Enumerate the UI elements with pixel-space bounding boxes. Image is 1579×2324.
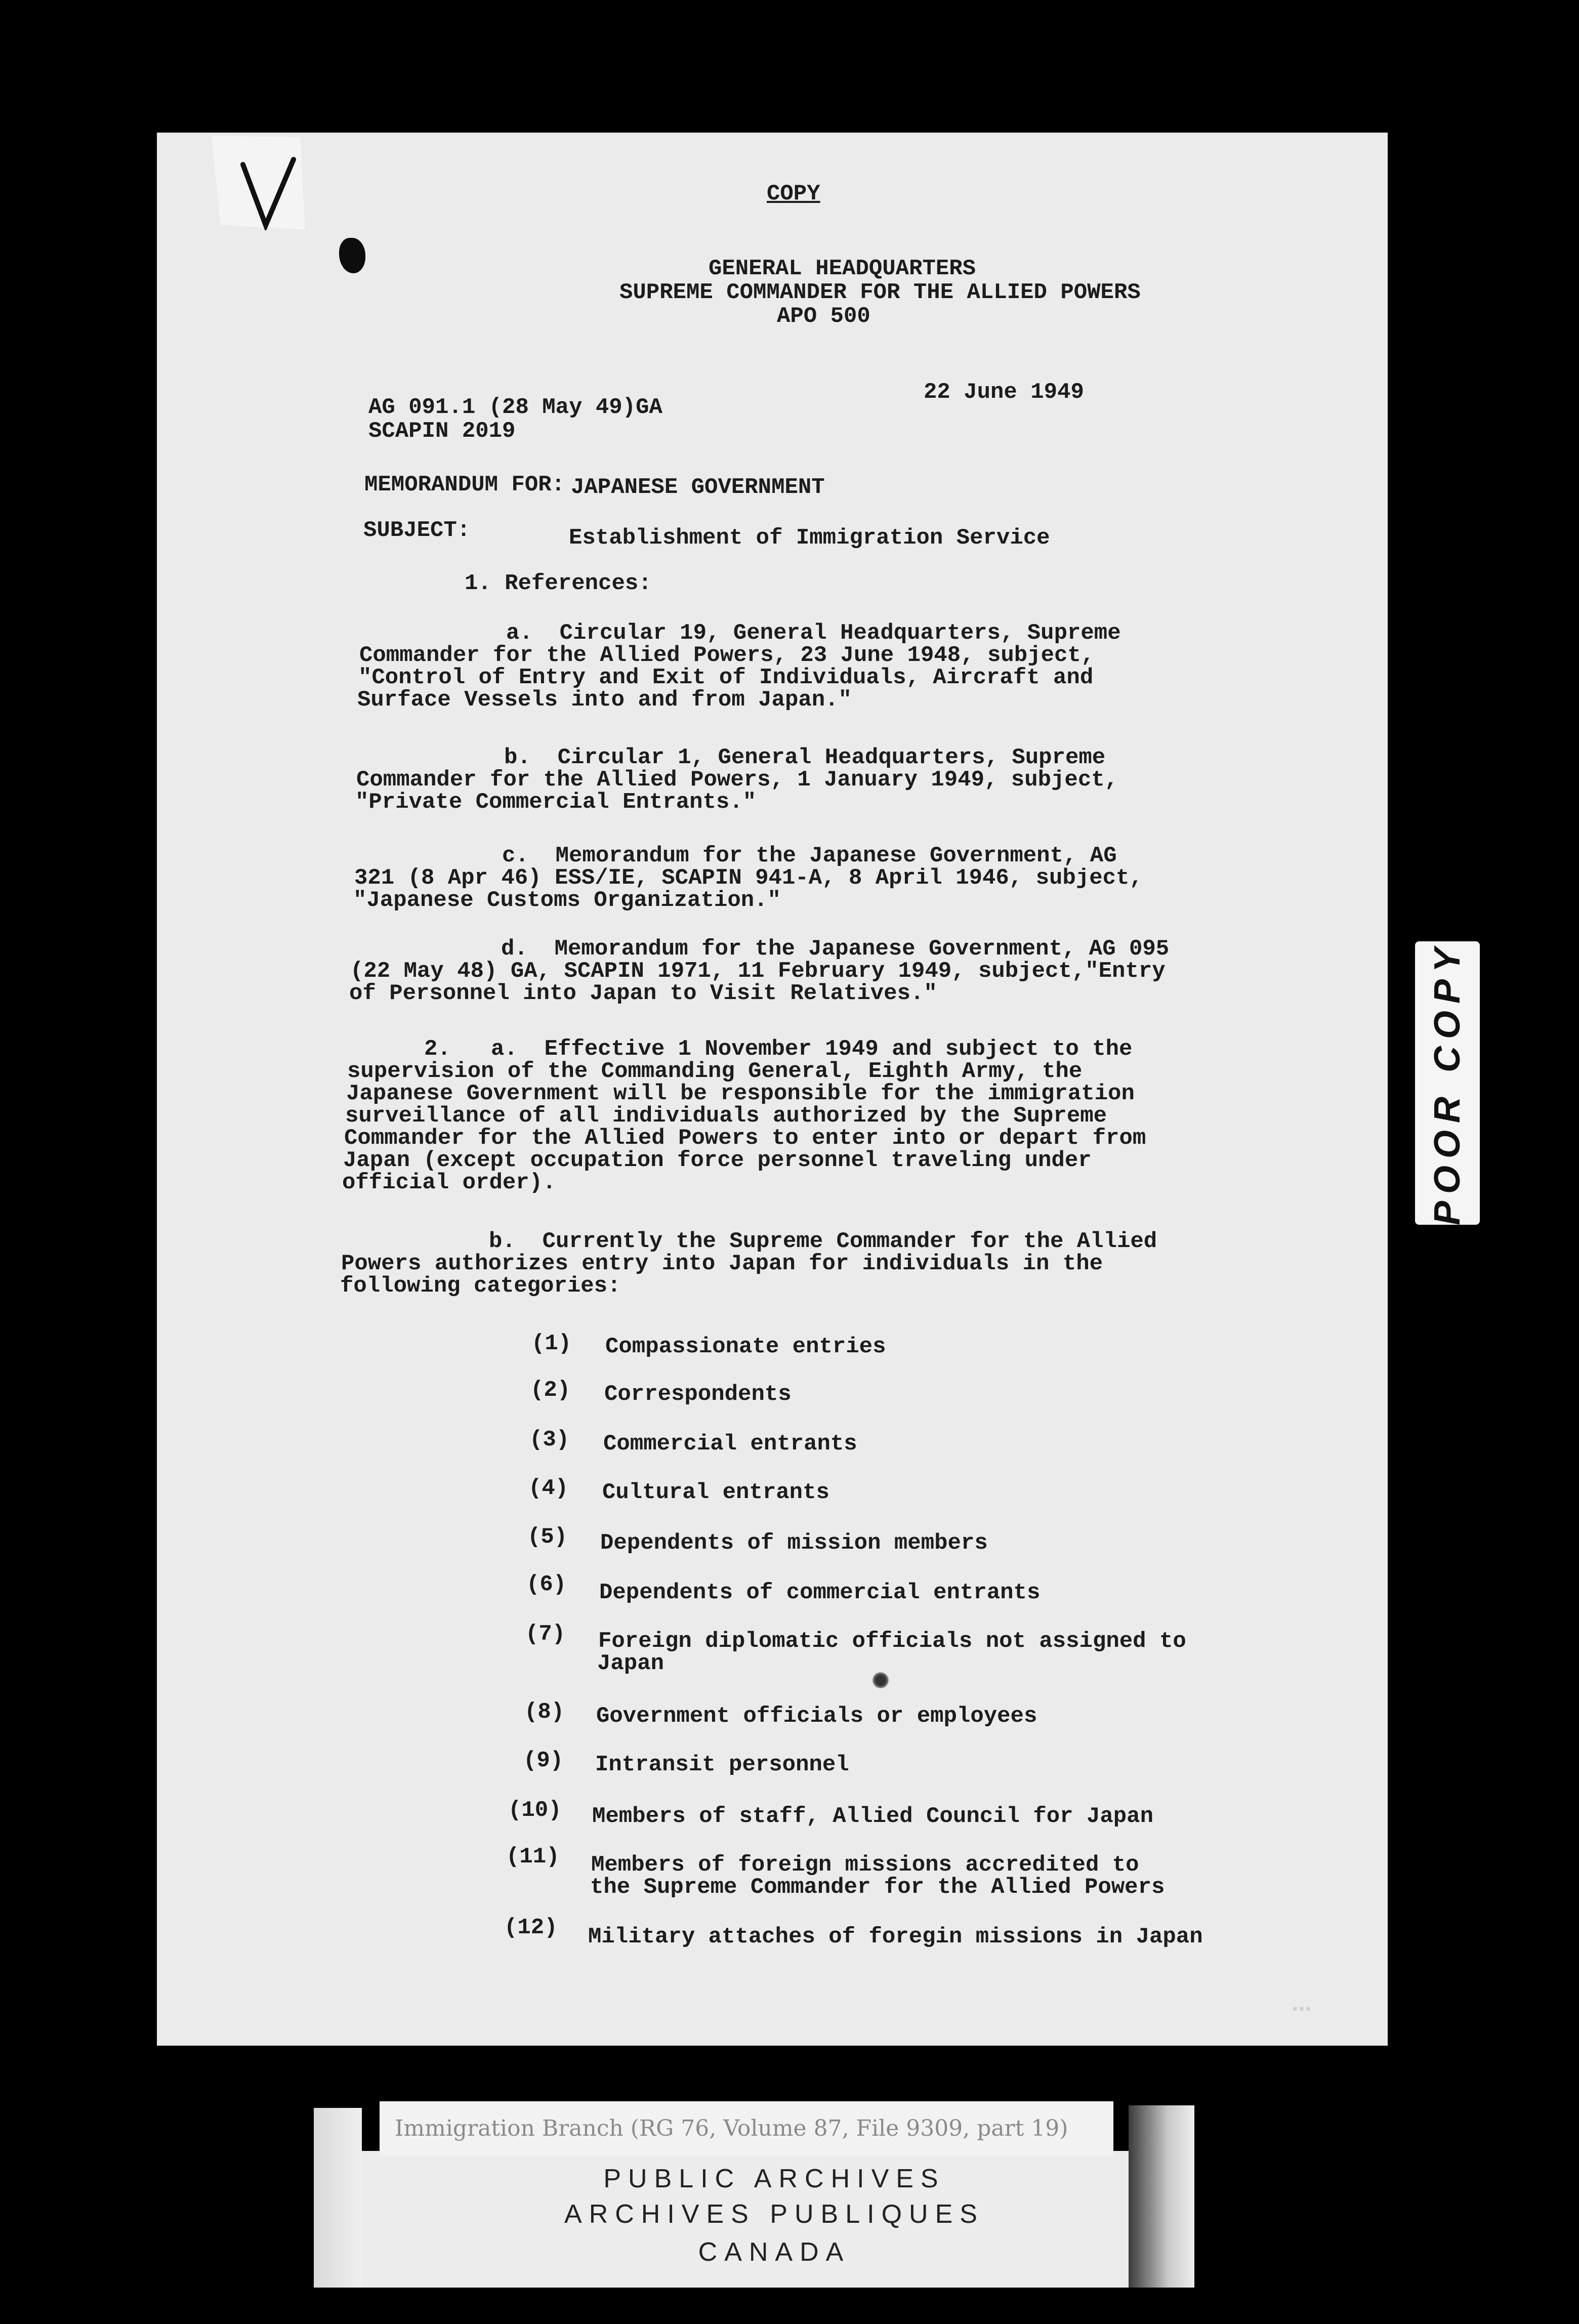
ref-b-line-2: Commander for the Allied Powers, 1 January 1949, subject, <box>356 767 1118 793</box>
poor-copy-stamp <box>1415 941 1480 1225</box>
continuation-dots: ... <box>1292 1989 1312 2016</box>
ref-a-line-1: a. Circular 19, General Headquarters, Supreme <box>506 620 1121 646</box>
header-line-1: GENERAL HEADQUARTERS <box>709 256 976 281</box>
memorandum-for-value: JAPANESE GOVERNMENT <box>571 475 825 500</box>
archive-line-3: CANADA <box>698 2237 851 2267</box>
ref-a-line-3: "Control of Entry and Exit of Individuals, Aircraft and <box>358 665 1094 690</box>
category-1-num: (1) <box>531 1331 572 1356</box>
subject-value: Establishment of Immigration Service <box>569 525 1050 551</box>
category-7-num: (7) <box>525 1622 566 1647</box>
category-12-num: (12) <box>504 1915 558 1940</box>
ref-c-line-3: "Japanese Customs Organization." <box>353 888 781 913</box>
category-5-text: Dependents of mission members <box>600 1530 988 1556</box>
category-2-text: Correspondents <box>604 1382 792 1407</box>
para-2b-line-2: Powers authorizes entry into Japan for individuals in the <box>341 1251 1103 1276</box>
category-1-text: Compassionate entries <box>605 1334 886 1359</box>
memo-date: 22 June 1949 <box>924 380 1084 405</box>
ref-d-line-2: (22 May 48) GA, SCAPIN 1971, 11 February 1949, subject,"Entry <box>350 959 1166 984</box>
ref-d-line-3: of Personnel into Japan to Visit Relatives." <box>349 981 937 1006</box>
ref-a-line-4: Surface Vessels into and from Japan." <box>357 687 852 713</box>
category-8-text: Government officials or employees <box>596 1704 1037 1729</box>
category-8-num: (8) <box>524 1699 565 1725</box>
ink-smudge <box>871 1672 890 1688</box>
ref-line-2: SCAPIN 2019 <box>368 419 516 444</box>
para-2a-line-4: surveillance of all individuals authorized by the Supreme <box>345 1103 1107 1129</box>
subject-label: SUBJECT: <box>363 518 471 543</box>
para-2a-line-6: Japan (except occupation force personnel traveling under <box>343 1148 1092 1173</box>
check-mark-icon <box>238 154 299 230</box>
category-3-num: (3) <box>529 1427 570 1452</box>
para-2a-line-2: supervision of the Commanding General, Eighth Army, the <box>347 1059 1083 1084</box>
archive-source-strip <box>380 2101 1113 2156</box>
category-5-num: (5) <box>527 1524 568 1550</box>
poor-copy-text: POOR COPY <box>1427 940 1468 1226</box>
category-2-num: (2) <box>530 1378 571 1403</box>
section-1-title: 1. References: <box>465 571 652 596</box>
para-2a-line-1: 2. a. Effective 1 November 1949 and subject to the <box>424 1036 1133 1062</box>
category-10-text: Members of staff, Allied Council for Japan <box>592 1804 1153 1829</box>
category-12-text: Military attaches of foregin missions in Japan <box>588 1924 1203 1949</box>
header-line-3: APO 500 <box>777 304 870 329</box>
category-3-text: Commercial entrants <box>603 1431 857 1457</box>
ref-b-line-1: b. Circular 1, General Headquarters, Supreme <box>504 745 1106 770</box>
category-6-text: Dependents of commercial entrants <box>599 1580 1041 1605</box>
archive-line-1: PUBLIC ARCHIVES <box>603 2164 945 2193</box>
para-2a-line-3: Japanese Government will be responsible for the immigration <box>346 1081 1135 1106</box>
archive-source-text: Immigration Branch (RG 76, Volume 87, File 9309, part 19) <box>395 2115 1068 2141</box>
para-2a-line-7: official order). <box>342 1170 556 1195</box>
ref-d-line-1: d. Memorandum for the Japanese Government, AG 095 <box>501 936 1170 962</box>
ref-b-line-3: "Private Commercial Entrants." <box>355 790 757 815</box>
category-10-num: (10) <box>508 1798 562 1823</box>
category-11-num: (11) <box>506 1844 560 1870</box>
ref-line-1: AG 091.1 (28 May 49)GA <box>368 395 662 420</box>
ref-c-line-2: 321 (8 Apr 46) ESS/IE, SCAPIN 941-A, 8 April 1946, subject, <box>354 865 1143 891</box>
category-7-text-2: Japan <box>597 1651 664 1676</box>
copy-label: COPY <box>767 181 820 206</box>
para-2a-line-5: Commander for the Allied Powers to enter into or depart from <box>344 1126 1146 1151</box>
para-2b-line-1: b. Currently the Supreme Commander for the Allied <box>489 1229 1157 1254</box>
category-11-text-2: the Supreme Commander for the Allied Powers <box>590 1875 1165 1900</box>
label-edge-right <box>1129 2105 1194 2288</box>
memorandum-for-label: MEMORANDUM FOR: <box>364 472 565 497</box>
label-edge-left <box>314 2108 362 2288</box>
category-11-text-1: Members of foreign missions accredited to <box>591 1852 1139 1878</box>
category-6-num: (6) <box>526 1572 567 1597</box>
category-9-num: (9) <box>523 1748 564 1773</box>
ref-c-line-1: c. Memorandum for the Japanese Government, AG <box>502 843 1117 868</box>
category-7-text-1: Foreign diplomatic officials not assigned to <box>598 1629 1186 1654</box>
para-2b-line-3: following categories: <box>340 1273 621 1299</box>
category-9-text: Intransit personnel <box>595 1752 849 1777</box>
category-4-text: Cultural entrants <box>602 1480 829 1505</box>
ref-a-line-2: Commander for the Allied Powers, 23 June 1948, subject, <box>359 643 1095 668</box>
header-line-2: SUPREME COMMANDER FOR THE ALLIED POWERS <box>619 280 1141 305</box>
archive-line-2: ARCHIVES PUBLIQUES <box>564 2200 984 2229</box>
category-4-num: (4) <box>528 1476 569 1501</box>
